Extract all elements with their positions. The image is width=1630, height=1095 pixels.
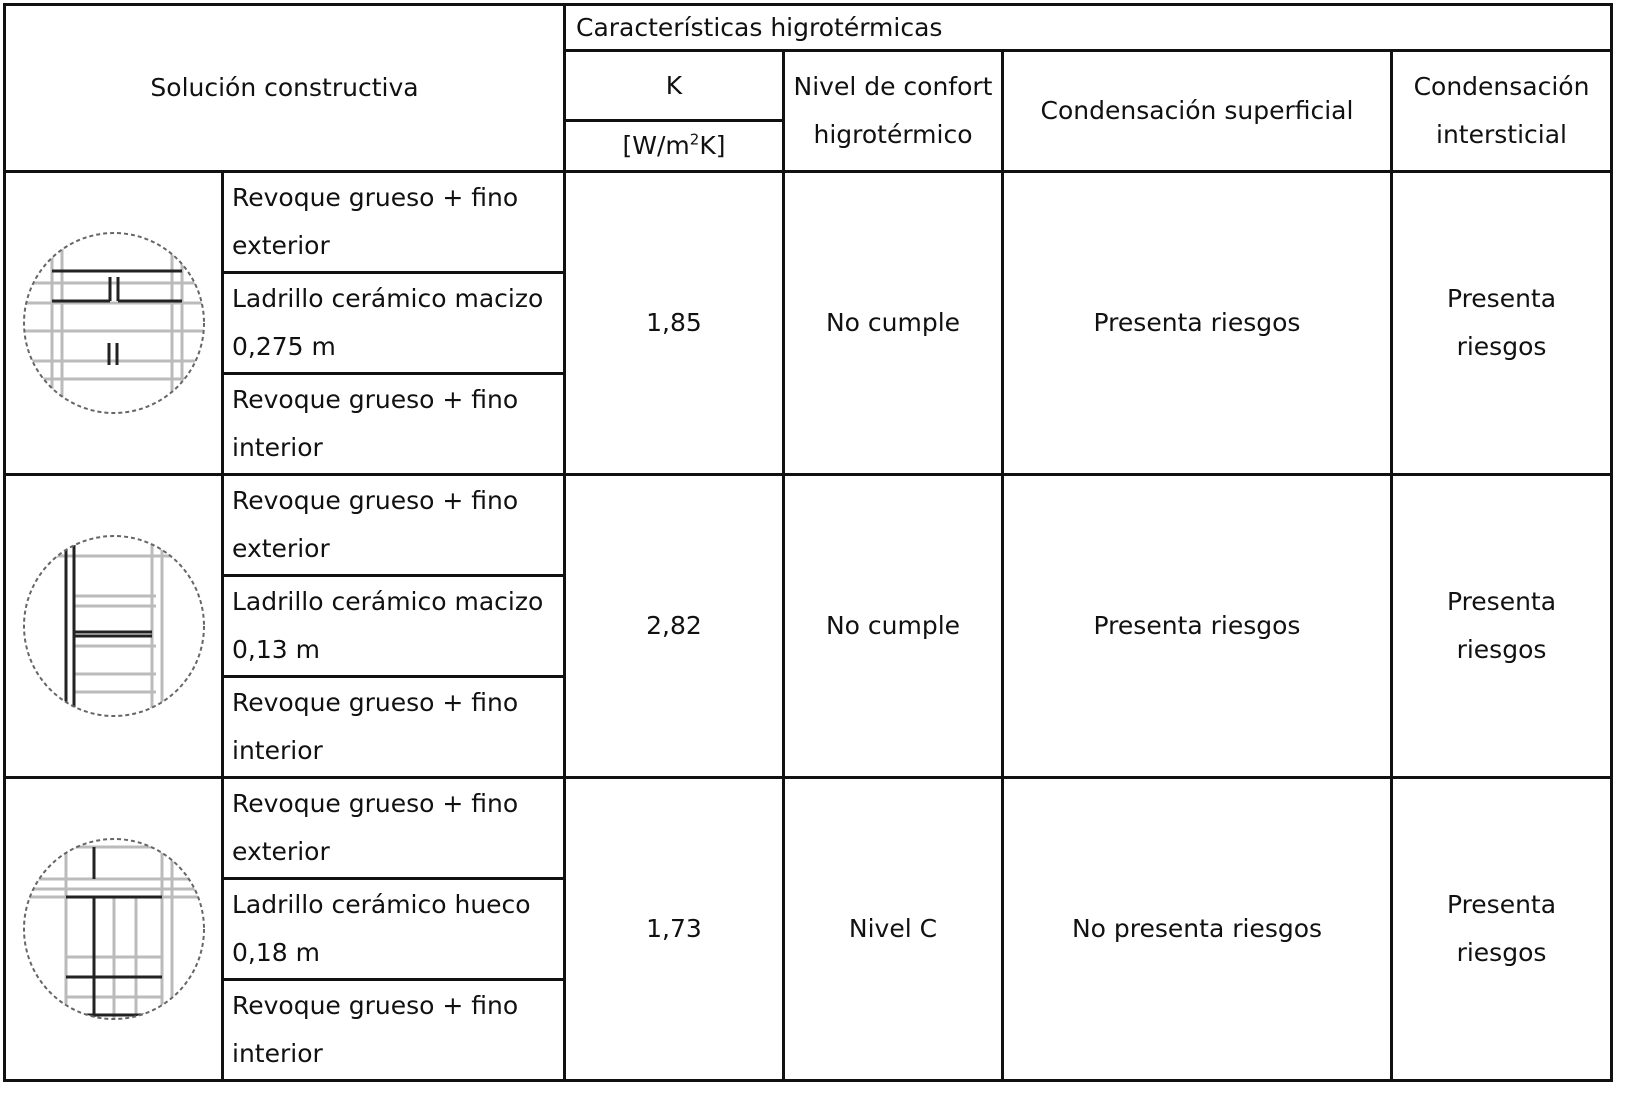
header-surface: Condensación superficial	[1003, 51, 1392, 172]
surface-value: Presenta riesgos	[1003, 172, 1392, 475]
surface-value: Presenta riesgos	[1003, 475, 1392, 778]
k-value: 2,82	[565, 475, 784, 778]
interstitial-value: Presenta riesgos	[1392, 172, 1612, 475]
wall-section-icon	[5, 172, 223, 475]
layer-cell: Revoque grueso + fino exterior	[223, 475, 565, 576]
k-value: 1,85	[565, 172, 784, 475]
layer-cell: Revoque grueso + fino interior	[223, 980, 565, 1081]
surface-value: No presenta riesgos	[1003, 778, 1392, 1081]
table-container	[3, 3, 1613, 1082]
layer-cell: Revoque grueso + fino exterior	[223, 778, 565, 879]
layer-cell: Revoque grueso + fino interior	[223, 374, 565, 475]
comfort-value: No cumple	[784, 172, 1003, 475]
header-k: K	[565, 51, 784, 121]
header-comfort: Nivel de confort higrotérmico	[784, 51, 1003, 172]
header-interstitial: Condensación intersticial	[1392, 51, 1612, 172]
interstitial-value: Presenta riesgos	[1392, 475, 1612, 778]
wall-section-icon	[5, 475, 223, 778]
layer-cell: Ladrillo cerámico macizo 0,13 m	[223, 576, 565, 677]
unit-suffix: K]	[699, 131, 726, 160]
unit-sup: 2	[689, 130, 700, 149]
header-group: Características higrotérmicas	[565, 5, 1612, 51]
header-solution: Solución constructiva	[5, 5, 565, 172]
k-value: 1,73	[565, 778, 784, 1081]
comfort-value: No cumple	[784, 475, 1003, 778]
comfort-value: Nivel C	[784, 778, 1003, 1081]
layer-cell: Ladrillo cerámico hueco 0,18 m	[223, 879, 565, 980]
hygrothermal-table	[3, 3, 1613, 1082]
unit-prefix: [W/m	[622, 131, 690, 160]
layer-cell: Ladrillo cerámico macizo 0,275 m	[223, 273, 565, 374]
layer-cell: Revoque grueso + fino exterior	[223, 172, 565, 273]
header-k-unit	[565, 121, 784, 172]
layer-cell: Revoque grueso + fino interior	[223, 677, 565, 778]
interstitial-value: Presenta riesgos	[1392, 778, 1612, 1081]
wall-section-icon	[5, 778, 223, 1081]
